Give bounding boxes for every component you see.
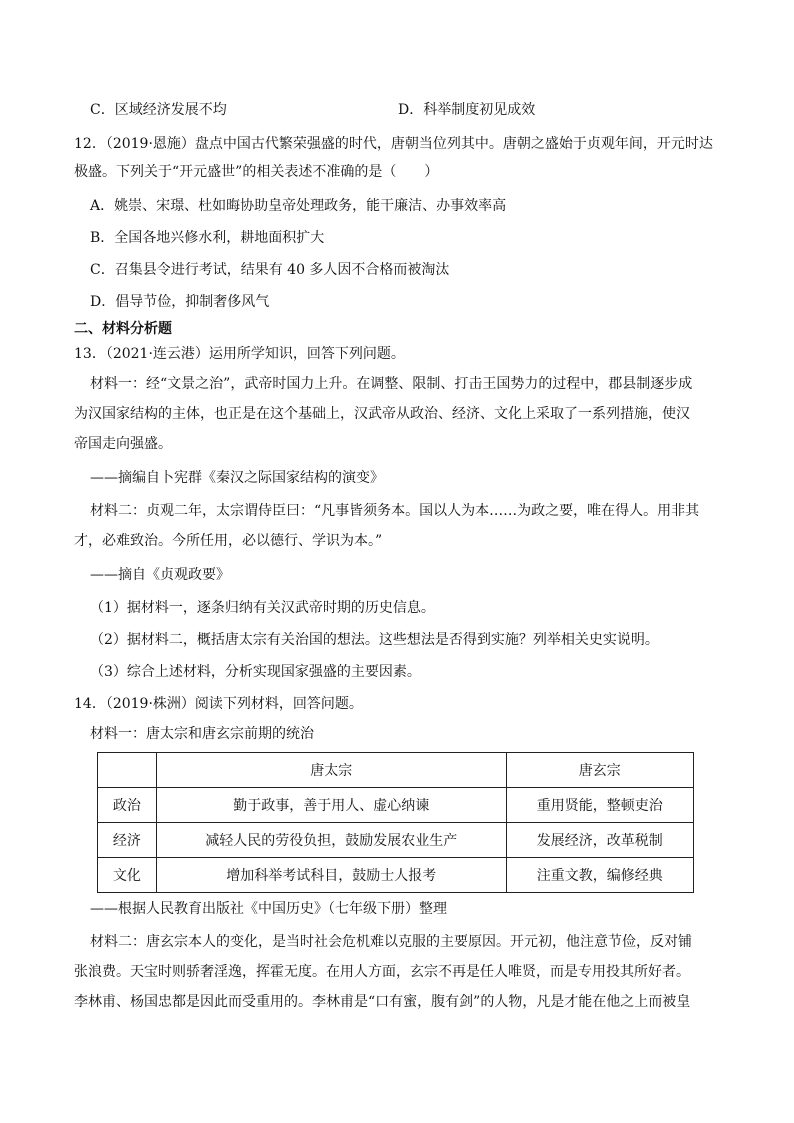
table-cell: 政治 — [98, 788, 157, 823]
q13-material2-line1: 材料二：贞观二年，太宗谓侍臣曰：“凡事皆须务本。国以人为本……为政之要，唯在得人。用非其 — [90, 503, 700, 519]
table-cell: 经济 — [98, 823, 157, 858]
q12-option-c: C．召集县令进行考试，结果有 40 多人因不合格而被淘汰 — [90, 262, 450, 278]
q13-material1-line1: 材料一：经“文景之治”，武帝时国力上升。在调整、限制、打击王国势力的过程中，郡县制逐步成 — [90, 376, 693, 392]
q14-material2-line2: 张浪费。天宝时则骄奢淫逸，挥霍无度。在用人方面，玄宗不再是任人唯贤，而是专用投其所好者。 — [74, 964, 690, 980]
q14-material2-line3: 李林甫、杨国忠都是因此而受重用的。李林甫是“口有蜜，腹有剑”的人物，凡是才能在他之上而被皇 — [74, 994, 691, 1010]
table-header-cell: 唐玄宗 — [506, 753, 693, 788]
q12-stem-line1: 12．（2019·恩施）盘点中国古代繁荣强盛的时代，唐朝当位列其中。唐朝之盛始于贞观年间，开元时达 — [74, 136, 713, 152]
table-row — [98, 788, 694, 823]
q14-material1-title: 材料一：唐太宗和唐玄宗前期的统治 — [90, 726, 314, 742]
q11-option-d: D．科举制度初见成效 — [398, 102, 536, 118]
q13-material1-source: ——摘编自卜宪群《秦汉之际国家结构的演变》 — [90, 470, 384, 486]
q14-table-source: ——根据人民教育出版社《中国历史》（七年级下册）整理 — [90, 901, 447, 917]
q14-material2-line1: 材料二：唐玄宗本人的变化，是当时社会危机难以克服的主要原因。开元初，他注意节俭，反对铺 — [90, 934, 692, 950]
q13-material2-source: ——摘自《贞观政要》 — [90, 567, 230, 583]
q13-material1-line2: 为汉国家结构的主体，也正是在这个基础上，汉武帝从政治、经济、文化上采取了一系列措施，使汉 — [74, 406, 690, 422]
table-cell: 减轻人民的劳役负担，鼓励发展农业生产 — [156, 823, 506, 858]
q13-sub-question-1: （1）据材料一，逐条归纳有关汉武帝时期的历史信息。 — [90, 600, 435, 616]
q13-sub-question-2: （2）据材料二，概括唐太宗有关治国的想法。这些想法是否得到实施？列举相关史实说明。 — [90, 632, 659, 648]
q13-stem: 13．（2021·连云港）运用所学知识，回答下列问题。 — [74, 346, 405, 362]
table-header-row — [98, 753, 694, 788]
table-header-cell: 唐太宗 — [156, 753, 506, 788]
table-row — [98, 823, 694, 858]
comparison-table — [97, 752, 694, 893]
table-header-cell — [98, 753, 157, 788]
table-cell: 注重文教，编修经典 — [506, 858, 693, 893]
q13-material1-line3: 帝国走向强盛。 — [74, 436, 172, 452]
q14-stem: 14．（2019·株洲）阅读下列材料，回答问题。 — [74, 696, 363, 712]
table-cell: 勤于政事，善于用人、虚心纳谏 — [156, 788, 506, 823]
section-heading: 二、材料分析题 — [74, 321, 172, 337]
table-cell: 文化 — [98, 858, 157, 893]
q13-material2-line2: 才，必难致治。今所任用，必以德行、学识为本。” — [74, 533, 383, 549]
table-row — [98, 858, 694, 893]
table-cell: 发展经济，改革税制 — [506, 823, 693, 858]
q12-option-d: D．倡导节俭，抑制奢侈风气 — [90, 294, 270, 310]
table-cell: 增加科举考试科目，鼓励士人报考 — [156, 858, 506, 893]
q12-option-a: A．姚崇、宋璟、杜如晦协助皇帝处理政务，能干廉洁、办事效率高 — [90, 198, 507, 214]
q12-stem-line2: 极盛。下列关于“开元盛世”的相关表述不准确的是（ ） — [74, 164, 439, 180]
q12-option-b: B．全国各地兴修水利，耕地面积扩大 — [90, 230, 325, 246]
q13-sub-question-3: （3）综合上述材料，分析实现国家强盛的主要因素。 — [90, 664, 421, 680]
table-cell: 重用贤能，整顿吏治 — [506, 788, 693, 823]
q11-option-c: C．区域经济发展不均 — [90, 102, 227, 118]
